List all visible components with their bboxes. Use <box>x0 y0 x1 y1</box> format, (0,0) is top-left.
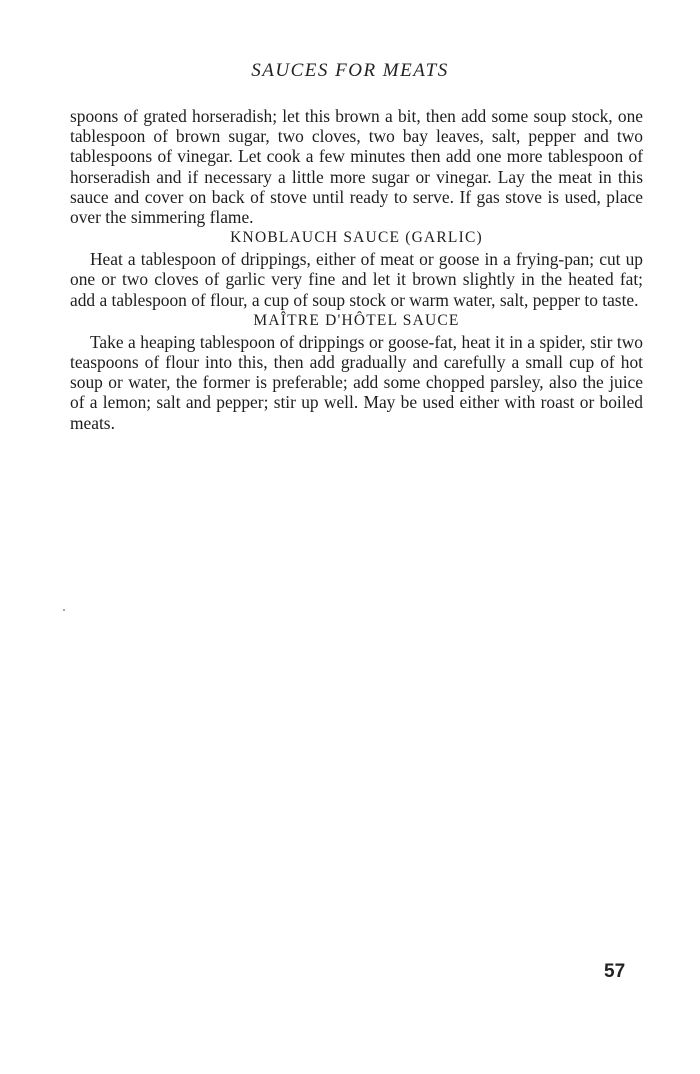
knoblauch-sauce-paragraph: Heat a tablespoon of drippings, either of meat or goose in a frying-pan; cut up one or two cloves of garlic very fine and let it brown slightly in the heated fat; add a tablespoon of flour, a cup of soup stock or warm water, salt, pepper to taste. <box>70 249 643 310</box>
knoblauch-sauce-heading: KNOBLAUCH SAUCE (GARLIC) <box>230 229 483 247</box>
running-head: SAUCES FOR MEATS <box>251 60 449 81</box>
maitre-d-hotel-sauce-heading: MAÎTRE D'HÔTEL SAUCE <box>253 311 460 329</box>
continuation-paragraph: spoons of grated horseradish; let this brown a bit, then add some soup stock, one tablespoon of brown sugar, two cloves, two bay leaves, salt, pepper and two tablespoons of vinegar. Let cook a few minutes then add one more tablespoon of horseradish and if necessary a little more sugar or vinegar. Lay the meat in this sauce and cover on back of stove until ready to serve. If gas stove is used, place over the simmering flame. <box>70 106 643 228</box>
page-body <box>70 106 643 433</box>
paper-speck <box>63 609 65 611</box>
maitre-d-hotel-sauce-paragraph: Take a heaping tablespoon of drippings or goose-fat, heat it in a spider, stir two teaspoons of flour into this, then add gradually and carefully a small cup of hot soup or water, the former is preferable; add some chopped parsley, also the juice of a lemon; salt and pepper; stir up well. May be used either with roast or boiled meats. <box>70 331 643 433</box>
page-number: 57 <box>604 961 626 982</box>
